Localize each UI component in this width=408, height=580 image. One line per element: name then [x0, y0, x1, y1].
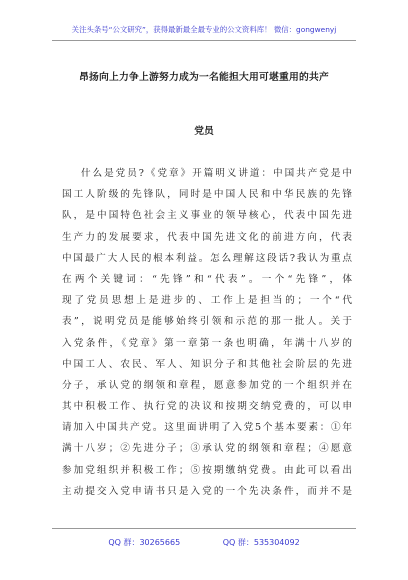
document-title: 昂扬向上力争上游努力成为一名能担大用可堪重用的共产: [79, 72, 329, 83]
body-line: 分子，承认党的纲领和章程，愿意参加党的一个组织并在: [62, 379, 352, 391]
body-line: 国工人阶级的先锋队，同时是中国人民和中华民族的先锋: [62, 189, 352, 201]
body-line: 其中积极工作、执行党的决议和按期交纳党费的，可以申: [62, 401, 352, 413]
body-text: [62, 163, 352, 502]
body-line: 参加党组织并积极工作；⑤按期缴纳党费。由此可以看出: [62, 464, 352, 476]
document-title-continued: 党员: [194, 126, 214, 137]
footer-divider: [52, 528, 356, 529]
body-line: 生产力的发展要求，代表中国先进文化的前进方向，代表: [62, 231, 352, 243]
body-line: 现了党员思想上是进步的、工作上是担当的；一个“代: [62, 295, 352, 307]
body-line: 中国最广大人民的根本利益。怎么理解这段话?我认为重点: [62, 252, 352, 264]
body-line: 表”，说明党员是能够始终引领和示范的那一批人。关于: [62, 316, 352, 328]
header-divider: [52, 40, 356, 41]
header-banner: 关注头条号“公文研究”，获得最新最全最专业的公文资料库！ 微信：gongwenyj: [71, 25, 337, 34]
footer-qq-group-2: QQ 群：535304092: [222, 538, 300, 547]
body-line: 请加入中国共产党。这里面讲明了入党5个基本要素：①年: [62, 422, 352, 434]
body-line: 满十八岁；②先进分子；③承认党的纲领和章程；④愿意: [62, 443, 352, 455]
body-line: 中国工人、农民、军人、知识分子和其他社会阶层的先进: [62, 358, 352, 370]
body-line: 主动提交入党申请书只是入党的一个先决条件，而并不是: [62, 485, 352, 497]
body-line: 什么是党员?《党章》开篇明义讲道：中国共产党是中: [81, 168, 352, 179]
body-line: 队，是中国特色社会主义事业的领导核心，代表中国先进: [62, 210, 352, 222]
footer-qq-group-1: QQ 群：30265665: [108, 538, 181, 547]
body-line: 在两个关键词：“先锋”和“代表”。一个“先锋”，体: [62, 273, 352, 285]
footer-contacts: [0, 537, 408, 548]
body-line: 入党条件，《党章》第一章第一条也明确，年满十八岁的: [62, 337, 352, 349]
